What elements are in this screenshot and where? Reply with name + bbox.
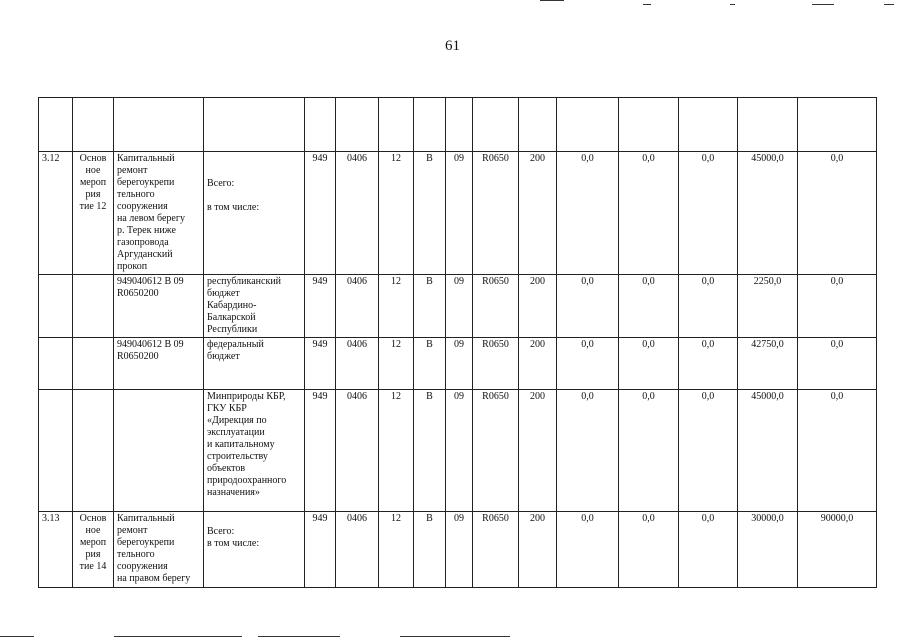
- text-line: 949040612 В 09: [117, 276, 184, 287]
- budget-code-cell: [114, 338, 204, 390]
- value-cell: 0,0: [798, 275, 877, 338]
- scan-mark: [0, 636, 34, 637]
- text-line: р. Терек ниже: [117, 225, 176, 236]
- section-code-cell: 0406: [336, 275, 379, 338]
- value-cell: 0,0: [679, 152, 738, 275]
- text-line: ное: [85, 525, 101, 536]
- text-line: Основ: [79, 153, 107, 164]
- event-code-cell: 09: [446, 390, 473, 512]
- scan-mark: [812, 4, 834, 5]
- funding-source-cell: [204, 152, 305, 275]
- target-code-cell: R0650: [473, 338, 519, 390]
- text-line: бюджет: [207, 288, 240, 299]
- text-line: Всего:: [207, 178, 235, 189]
- text-line: объектов: [207, 463, 246, 474]
- text-line: «Дирекция по: [207, 415, 267, 426]
- text-line: эксплуатации: [207, 427, 265, 438]
- text-line: тие 14: [79, 561, 107, 572]
- budget-table: [38, 97, 877, 588]
- funding-source-cell: [204, 338, 305, 390]
- activity-type-cell: [73, 390, 114, 512]
- row-number-cell: [39, 390, 73, 512]
- expense-type-cell: 200: [519, 152, 557, 275]
- text-line: ремонт: [117, 525, 148, 536]
- text-line: Минприроды КБР,: [207, 391, 286, 402]
- text-line: федеральный: [207, 339, 264, 350]
- text-line: тельного: [117, 549, 155, 560]
- subprogram-code-cell: В: [414, 275, 446, 338]
- row-number-cell: 3.12: [39, 152, 73, 275]
- text-line: на правом берегу: [117, 573, 191, 584]
- header-cell: [114, 98, 204, 152]
- value-cell: 45000,0: [738, 152, 798, 275]
- text-line: Всего:: [207, 526, 235, 537]
- text-line: сооружения: [117, 201, 168, 212]
- funding-source-cell: [204, 512, 305, 588]
- text-line: газопровода: [117, 237, 169, 248]
- event-code-cell: 09: [446, 512, 473, 588]
- budget-code-cell: [114, 275, 204, 338]
- subprogram-code-cell: В: [414, 338, 446, 390]
- text-line: ное: [85, 165, 101, 176]
- scan-mark: [540, 0, 564, 1]
- header-cell: [73, 98, 114, 152]
- target-code-cell: R0650: [473, 152, 519, 275]
- row-number-cell: [39, 338, 73, 390]
- text-line: мероп: [79, 177, 107, 188]
- activity-name-cell: [114, 512, 204, 588]
- grbs-code-cell: 949: [305, 152, 336, 275]
- header-cell: [738, 98, 798, 152]
- text-line: на левом берегу: [117, 213, 185, 224]
- scan-mark: [258, 636, 340, 637]
- text-line: 949040612 В 09: [117, 339, 184, 350]
- value-cell: 0,0: [679, 338, 738, 390]
- text-line: республиканский: [207, 276, 282, 287]
- value-cell: 45000,0: [738, 390, 798, 512]
- expense-type-cell: 200: [519, 512, 557, 588]
- header-cell: [379, 98, 414, 152]
- target-code-cell: R0650: [473, 512, 519, 588]
- table-row: [39, 338, 877, 390]
- text-line: рия: [85, 189, 101, 200]
- value-cell: 0,0: [557, 152, 619, 275]
- header-cell: [679, 98, 738, 152]
- program-code-cell: 12: [379, 152, 414, 275]
- value-cell: 0,0: [557, 512, 619, 588]
- value-cell: 0,0: [619, 338, 679, 390]
- text-line: Капитальный: [117, 153, 175, 164]
- value-cell: 0,0: [557, 390, 619, 512]
- value-cell: 0,0: [679, 275, 738, 338]
- scan-mark: [730, 4, 735, 5]
- text-line: ремонт: [117, 165, 148, 176]
- event-code-cell: 09: [446, 338, 473, 390]
- text-line: бюджет: [207, 351, 240, 362]
- value-cell: 0,0: [619, 275, 679, 338]
- text-line: рия: [85, 549, 101, 560]
- event-code-cell: 09: [446, 152, 473, 275]
- text-line: прокоп: [117, 261, 148, 272]
- row-number-cell: [39, 275, 73, 338]
- table-row: [39, 152, 877, 275]
- activity-name-cell: [114, 152, 204, 275]
- text-line: природоохранного: [207, 475, 287, 486]
- program-code-cell: 12: [379, 275, 414, 338]
- text-line: сооружения: [117, 561, 168, 572]
- header-cell: [798, 98, 877, 152]
- text-line: назначения»: [207, 487, 260, 498]
- header-cell: [39, 98, 73, 152]
- value-cell: 0,0: [798, 152, 877, 275]
- expense-type-cell: 200: [519, 390, 557, 512]
- program-code-cell: 12: [379, 390, 414, 512]
- event-code-cell: 09: [446, 275, 473, 338]
- scan-mark: [400, 636, 510, 637]
- page-number: 61: [445, 38, 460, 54]
- scan-mark: [643, 4, 651, 5]
- row-number-cell: 3.13: [39, 512, 73, 588]
- expense-type-cell: 200: [519, 338, 557, 390]
- value-cell: 0,0: [798, 390, 877, 512]
- text-line: [207, 190, 301, 202]
- program-code-cell: 12: [379, 338, 414, 390]
- grbs-code-cell: 949: [305, 275, 336, 338]
- section-code-cell: 0406: [336, 390, 379, 512]
- value-cell: 0,0: [619, 152, 679, 275]
- header-cell: [619, 98, 679, 152]
- text-line: тельного: [117, 189, 155, 200]
- value-cell: 42750,0: [738, 338, 798, 390]
- text-line: ГКУ КБР: [207, 403, 247, 414]
- value-cell: 0,0: [557, 338, 619, 390]
- value-cell: 0,0: [679, 512, 738, 588]
- header-cell: [305, 98, 336, 152]
- text-line: тие 12: [79, 201, 107, 212]
- activity-type-cell: [73, 275, 114, 338]
- section-code-cell: 0406: [336, 512, 379, 588]
- activity-type-cell: [73, 338, 114, 390]
- section-code-cell: 0406: [336, 338, 379, 390]
- table-row: [39, 275, 877, 338]
- target-code-cell: R0650: [473, 275, 519, 338]
- subprogram-code-cell: В: [414, 512, 446, 588]
- text-line: Основ: [79, 513, 107, 524]
- text-line: берегоукрепи: [117, 177, 175, 188]
- scan-mark: [884, 4, 894, 5]
- header-cell: [446, 98, 473, 152]
- text-line: Кабардино-: [207, 300, 257, 311]
- text-line: Республики: [207, 324, 258, 335]
- text-line: Аргуданский: [117, 249, 173, 260]
- text-line: R0650200: [117, 351, 159, 362]
- grbs-code-cell: 949: [305, 390, 336, 512]
- text-line: R0650200: [117, 288, 159, 299]
- activity-type-cell: [73, 512, 114, 588]
- text-line: в том числе:: [207, 538, 260, 549]
- text-line: в том числе:: [207, 202, 260, 213]
- funding-source-cell: [204, 275, 305, 338]
- table-row: [39, 390, 877, 512]
- header-cell: [473, 98, 519, 152]
- value-cell: 2250,0: [738, 275, 798, 338]
- header-cell: [414, 98, 446, 152]
- subprogram-code-cell: В: [414, 152, 446, 275]
- header-cell: [336, 98, 379, 152]
- text-line: Балкарской: [207, 312, 256, 323]
- value-cell: 0,0: [619, 390, 679, 512]
- value-cell: 0,0: [557, 275, 619, 338]
- target-code-cell: R0650: [473, 390, 519, 512]
- value-cell: 0,0: [679, 390, 738, 512]
- scan-mark: [114, 636, 242, 637]
- subprogram-code-cell: В: [414, 390, 446, 512]
- grbs-code-cell: 949: [305, 512, 336, 588]
- value-cell: 90000,0: [798, 512, 877, 588]
- grbs-code-cell: 949: [305, 338, 336, 390]
- activity-name-cell: [114, 390, 204, 512]
- text-line: Капитальный: [117, 513, 175, 524]
- table-header-row: [39, 98, 877, 152]
- expense-type-cell: 200: [519, 275, 557, 338]
- text-line: берегоукрепи: [117, 537, 175, 548]
- text-line: мероп: [79, 537, 107, 548]
- header-cell: [519, 98, 557, 152]
- table-row: [39, 512, 877, 588]
- executor-cell: [204, 390, 305, 512]
- header-cell: [557, 98, 619, 152]
- text-line: строительству: [207, 451, 268, 462]
- value-cell: 30000,0: [738, 512, 798, 588]
- activity-type-cell: [73, 152, 114, 275]
- value-cell: 0,0: [619, 512, 679, 588]
- text-line: и капитальному: [207, 439, 275, 450]
- header-cell: [204, 98, 305, 152]
- value-cell: 0,0: [798, 338, 877, 390]
- program-code-cell: 12: [379, 512, 414, 588]
- section-code-cell: 0406: [336, 152, 379, 275]
